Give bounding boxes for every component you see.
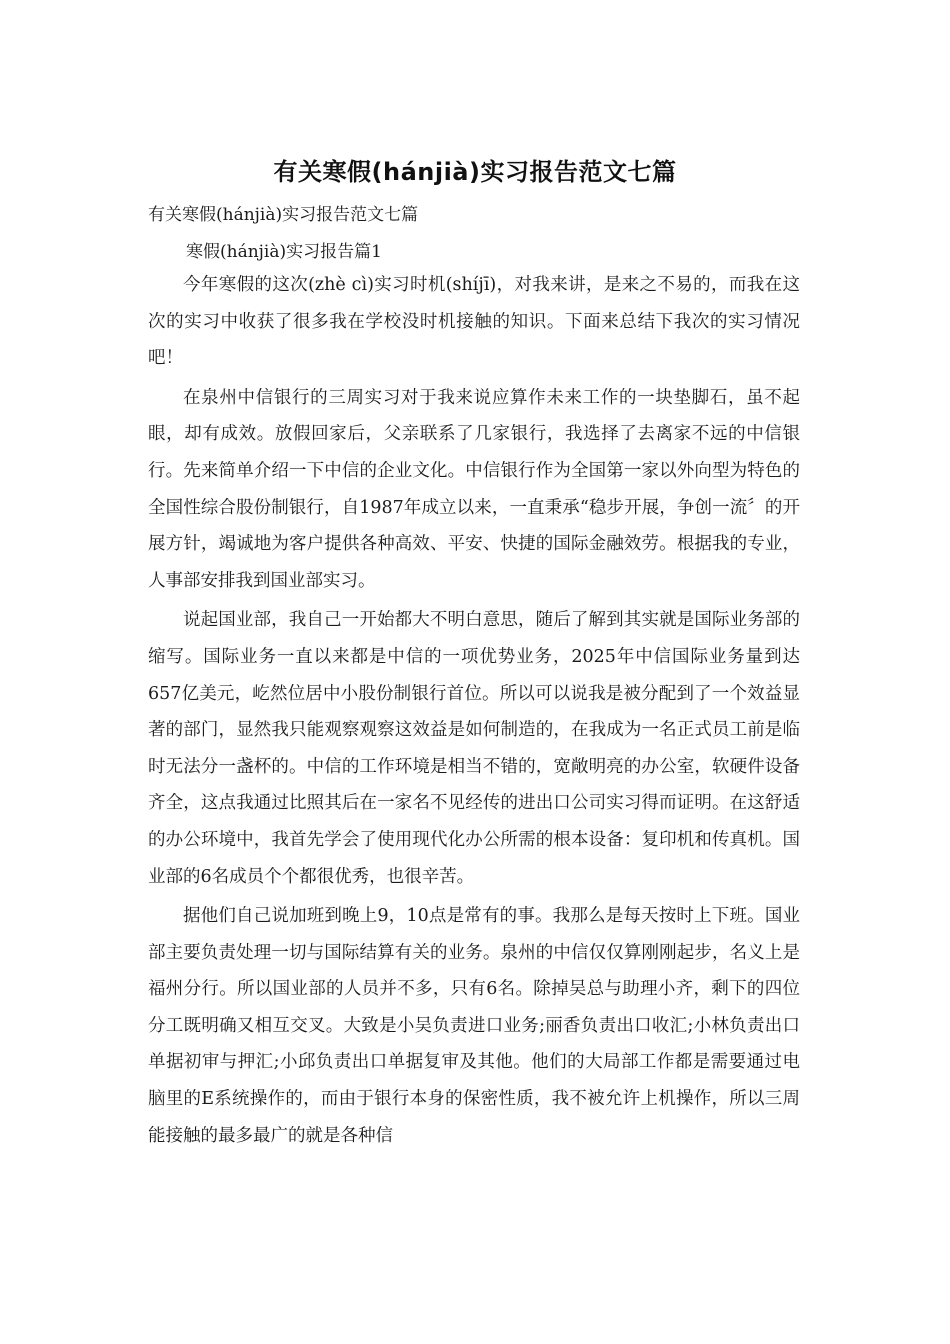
paragraph: 在泉州中信银行的三周实习对于我来说应算作未来工作的一块垫脚石，虽不起眼，却有成效。放假回家后，父亲联系了几家银行，我选择了去离家不远的中信银行。先来简单介绍一下中信的企业文化。中信银行作为全国第一家以外向型为特色的全国性综合股份制银行，自1987年成立以来，一直秉承“稳步开展，争创一流〞的开展方针，竭诚地为客户提供各种高效、平安、快捷的国际金融效劳。根据我的专业，人事部安排我到国业部实习。 <box>148 387 800 591</box>
paragraph: 说起国业部，我自己一开始都大不明白意思，随后了解到其实就是国际业务部的缩写。国际业务一直以来都是中信的一项优势业务，2025年中信国际业务量到达657亿美元，屹然位居中小股份制银行首位。所以可以说我是被分配到了一个效益显著的部门，显然我只能观察观察这效益是如何制造的，在我成为一名正式员工前是临时无法分一盏杯的。中信的工作环境是相当不错的，宽敞明亮的办公室，软硬件设备齐全，这点我通过比照其后在一家名不见经传的进出口公司实习得而证明。在这舒适的办公环境中，我首先学会了使用现代化办公所需的根本设备：复印机和传真机。国业部的6名成员个个都很优秀，也很辛苦。 <box>148 610 800 887</box>
section-heading: 寒假(hánjià)实习报告篇1 <box>186 242 382 262</box>
document-body <box>148 267 800 1154</box>
document-title: 有关寒假(hánjià)实习报告范文七篇 <box>273 158 677 186</box>
paragraph: 今年寒假的这次(zhè cì)实习时机(shíjī)，对我来讲，是来之不易的，而我在这次的实习中收获了很多我在学校没时机接触的知识。下面来总结下我次的实习情况吧！ <box>148 275 800 369</box>
paragraph: 据他们自己说加班到晚上9，10点是常有的事。我那么是每天按时上下班。国业部主要负责处理一切与国际结算有关的业务。泉州的中信仅仅算刚刚起步，名义上是福州分行。所以国业部的人员并不多，只有6名。除掉吴总与助理小齐，剩下的四位分工既明确又相互交叉。大致是小吴负责进口业务;丽香负责出口收汇;小林负责出口单据初审与押汇;小邱负责出口单据复审及其他。他们的大局部工作都是需要通过电脑里的E系统操作的，而由于银行本身的保密性质，我不被允许上机操作，所以三周能接触的最多最广的就是各种信 <box>148 906 800 1146</box>
document-subtitle: 有关寒假(hánjià)实习报告范文七篇 <box>148 205 419 225</box>
